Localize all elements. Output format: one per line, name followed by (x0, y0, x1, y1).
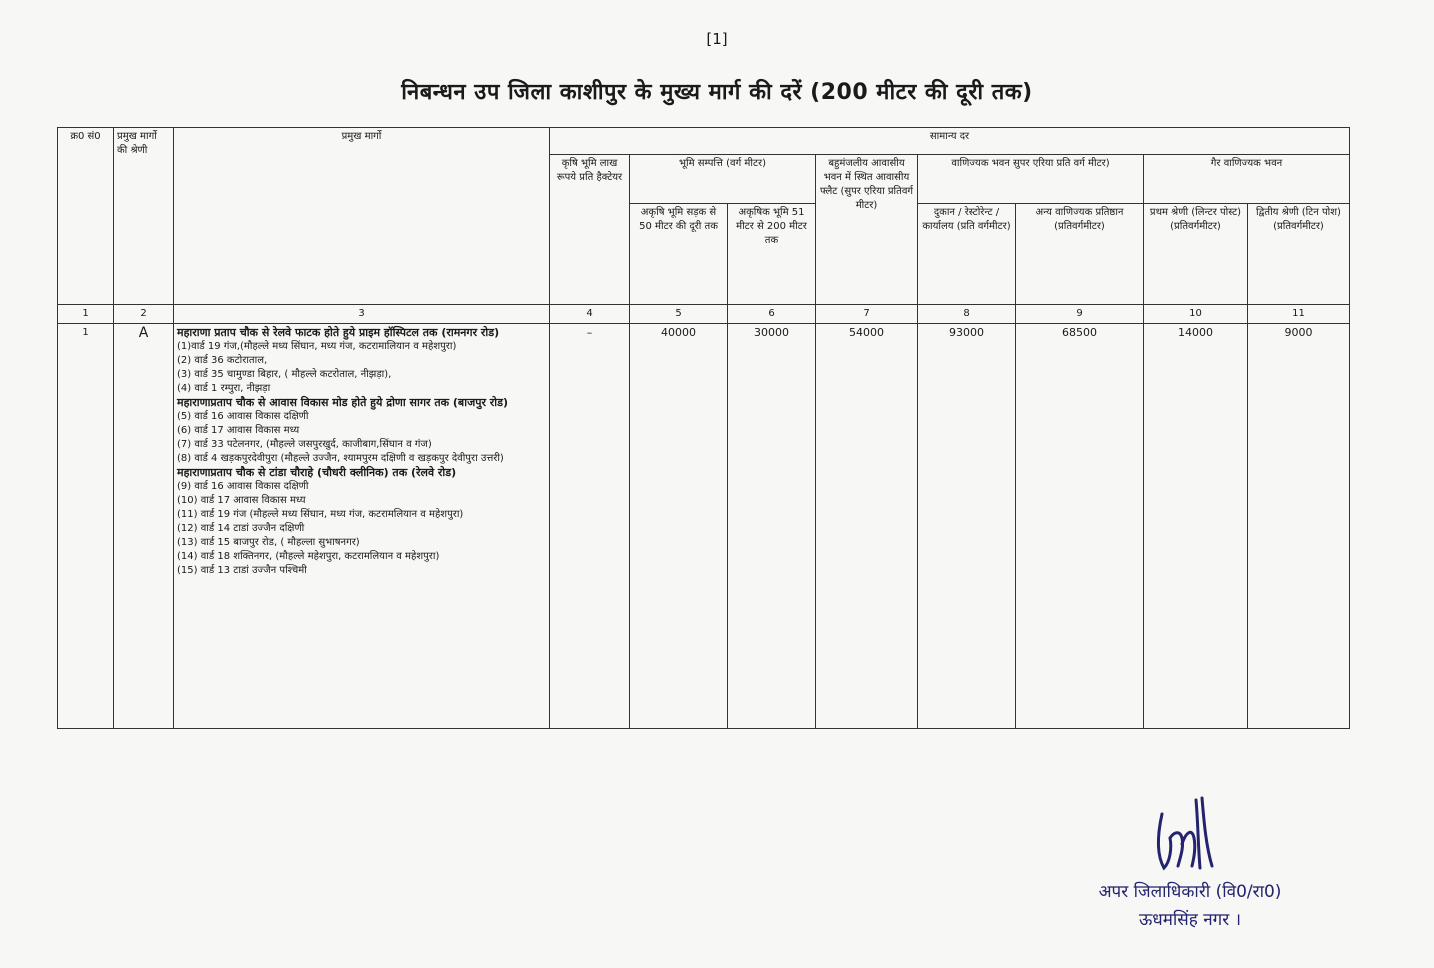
row-sno: 1 (58, 324, 114, 729)
row-multistorey: 54000 (816, 324, 918, 729)
column-number: 11 (1248, 305, 1350, 324)
header-sno: क्र0 सं0 (58, 128, 114, 305)
ward-item: (9) वार्ड 16 आवास विकास दक्षिणी (177, 481, 309, 492)
header-other-commercial: अन्य वाणिज्यक प्रतिष्ठान (प्रतिवर्गमीटर) (1016, 204, 1144, 305)
signature (1140, 792, 1230, 872)
ward-item: (5) वार्ड 16 आवास विकास दक्षिणी (177, 411, 309, 422)
rates-table (57, 127, 1350, 729)
ward-item: (7) वार्ड 33 पटेलनगर, (मौहल्ले जसपुरखुर्द, काजीबाग,सिंघान व गंज) (177, 439, 432, 450)
row-agri-land: – (550, 324, 630, 729)
column-number: 3 (174, 305, 550, 324)
header-non-agri-51-200: अकृषिक भूमि 51 मीटर से 200 मीटर तक (728, 204, 816, 305)
signatory-block (1060, 878, 1320, 934)
ward-item: (13) वार्ड 15 बाजपुर रोड, ( मौहल्ला सुभाषनगर) (177, 537, 360, 548)
ward-item: (14) वार्ड 18 शक्तिनगर, (मौहल्ले महेशपुरा, कटरामलियान व महेशपुरा) (177, 551, 440, 562)
column-number: 2 (114, 305, 174, 324)
column-number: 8 (918, 305, 1016, 324)
signatory-designation: अपर जिलाधिकारी (वि0/रा0) (1098, 882, 1282, 902)
header-category: प्रमुख मार्गो की श्रेणी (114, 128, 174, 305)
ward-item: (4) वार्ड 1 रम्पुरा, नीझड़ा (177, 383, 271, 394)
ward-item: (2) वार्ड 36 कटोराताल, (177, 355, 268, 366)
ward-item: (1)वार्ड 19 गंज,(मौहल्ले मध्य सिंघान, मध्य गंज, कटरामालियान व महेशपुरा) (177, 341, 457, 352)
ward-item: (11) वार्ड 19 गंज (मौहल्ले मध्य सिंघान, मध्य गंज, कटरामलियान व महेशपुरा) (177, 509, 464, 520)
page-number: [1] (706, 30, 728, 48)
ward-item: (6) वार्ड 17 आवास विकास मध्य (177, 425, 300, 436)
header-second-class: द्वितीय श्रेणी (टिन पोश) (प्रतिवर्गमीटर) (1248, 204, 1350, 305)
column-number: 5 (630, 305, 728, 324)
row-second-class: 9000 (1248, 324, 1350, 729)
header-shop: दुकान / रेस्टोरेन्ट / कार्यालय (प्रति वर्गमीटर) (918, 204, 1016, 305)
row-non-agri-50: 40000 (630, 324, 728, 729)
row-category: A (114, 324, 174, 729)
header-main-routes: प्रमुख मार्गो (174, 128, 550, 305)
ward-item: (10) वार्ड 17 आवास विकास मध्य (177, 495, 306, 506)
column-number: 4 (550, 305, 630, 324)
ward-item: (15) वार्ड 13 टाडां उज्जैन पश्चिमी (177, 565, 307, 576)
table-row (58, 324, 1350, 729)
row-non-agri-51-200: 30000 (728, 324, 816, 729)
column-number: 9 (1016, 305, 1144, 324)
header-non-commercial: गैर वाणिज्यक भवन (1144, 155, 1350, 204)
page-title: निबन्धन उप जिला काशीपुर के मुख्य मार्ग की दरें (200 मीटर की दूरी तक) (401, 80, 1033, 105)
route-heading: महाराणाप्रताप चौक से टांडा चौराहे (चौधरी क्लीनिक) तक (रेलवे रोड) (177, 466, 457, 479)
row-other-commercial: 68500 (1016, 324, 1144, 729)
column-number: 1 (58, 305, 114, 324)
ward-item: (8) वार्ड 4 खड़कपुरदेवीपुरा (मौहल्ले उज्जैन, श्यामपुरम दक्षिणी व खड़कपुर देवीपुरा उत्तरी) (177, 453, 504, 464)
route-heading: महाराणा प्रताप चौक से रेलवे फाटक होते हुये प्राइम हॉस्पिटल तक (रामनगर रोड) (177, 326, 500, 339)
header-multistorey: बहुमंजलीय आवासीय भवन में स्थित आवासीय फ्लैट (सुपर एरिया प्रतिवर्ग मीटर) (816, 155, 918, 305)
header-non-agri-50: अकृषि भूमि सड़क से 50 मीटर की दूरी तक (630, 204, 728, 305)
ward-item: (3) वार्ड 35 चामुण्डा बिहार, ( मौहल्ले कटरोताल, नीझड़ा), (177, 369, 392, 380)
signatory-district: ऊधमसिंह नगर । (1138, 910, 1242, 930)
row-first-class: 14000 (1144, 324, 1248, 729)
header-first-class: प्रथम श्रेणी (लिन्टर पोस्ट) (प्रतिवर्गमीटर) (1144, 204, 1248, 305)
header-general-rate: सामान्य दर (550, 128, 1350, 155)
ward-item: (12) वार्ड 14 टाडां उज्जैन दक्षिणी (177, 523, 305, 534)
header-commercial: वाणिज्यक भवन सुपर एरिया प्रति वर्ग मीटर) (918, 155, 1144, 204)
column-number-row (58, 305, 1350, 324)
row-routes (174, 324, 550, 729)
column-number: 6 (728, 305, 816, 324)
header-agri-land: कृषि भूमि लाख रूपये प्रति हैक्टेयर (550, 155, 630, 305)
header-land-property: भूमि सम्पत्ति (वर्ग मीटर) (630, 155, 816, 204)
column-number: 7 (816, 305, 918, 324)
column-number: 10 (1144, 305, 1248, 324)
row-shop: 93000 (918, 324, 1016, 729)
route-heading: महाराणाप्रताप चौक से आवास विकास मोड होते हुये द्रोणा सागर तक (बाजपुर रोड) (177, 396, 509, 409)
